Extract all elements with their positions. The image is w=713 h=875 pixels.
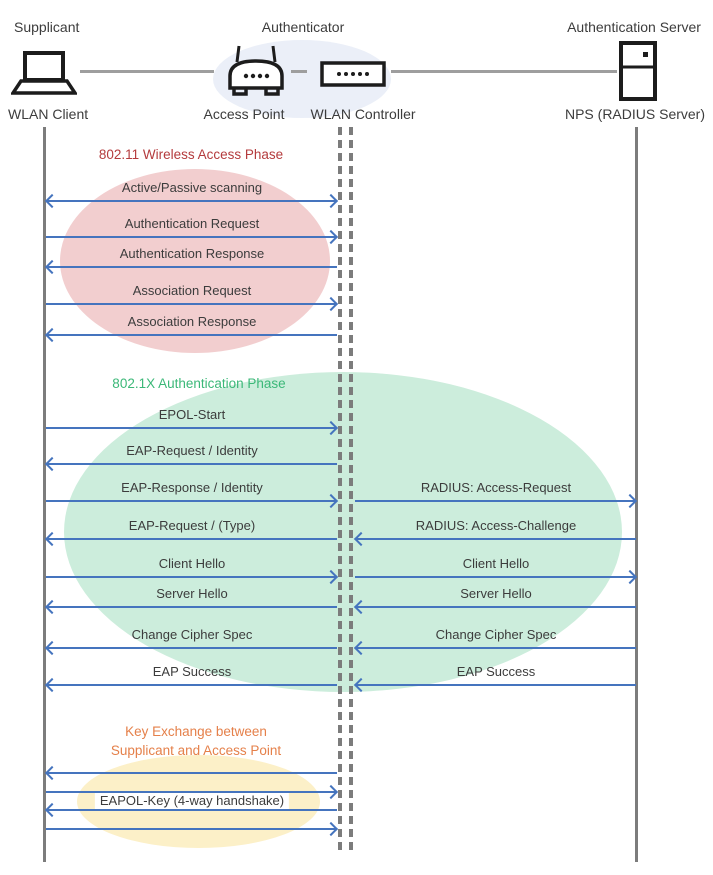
- message-label: EPOL-Start: [158, 407, 226, 422]
- arrowhead-right-icon: [324, 297, 338, 311]
- arrowhead-left-icon: [45, 678, 59, 692]
- message-label: Active/Passive scanning: [121, 180, 263, 195]
- switch-icon: [320, 61, 386, 87]
- arrowhead-left-icon: [45, 641, 59, 655]
- arrowhead-left-icon: [45, 194, 59, 208]
- message-arrow: [46, 809, 337, 811]
- message-label: Client Hello: [462, 556, 530, 571]
- message-arrow: [46, 576, 337, 578]
- server-icon: [619, 41, 657, 101]
- message-label: Server Hello: [156, 586, 228, 601]
- message-label: EAP Success: [456, 664, 536, 679]
- message-label: EAP-Response / Identity: [121, 480, 263, 495]
- arrowhead-left-icon: [45, 766, 59, 780]
- message-arrow: [46, 606, 337, 608]
- message-arrow: [355, 684, 636, 686]
- lifeline-wlan-controller-right: [349, 127, 353, 853]
- device-connector-dash: [291, 70, 307, 73]
- lifeline-wlan-controller-left: [338, 127, 342, 853]
- message-label: RADIUS: Access-Request: [420, 480, 572, 495]
- message-arrow: [46, 500, 337, 502]
- arrowhead-left-icon: [45, 532, 59, 546]
- message-label: Association Response: [127, 314, 257, 329]
- message-label: Change Cipher Spec: [435, 627, 557, 642]
- message-arrow: [46, 236, 337, 238]
- message-arrow: [46, 303, 337, 305]
- message-label: Change Cipher Spec: [131, 627, 253, 642]
- device-connector-line: [391, 70, 617, 73]
- role-label-authenticator: Authenticator: [261, 19, 345, 35]
- arrowhead-left-icon: [45, 457, 59, 471]
- message-label: EAPOL-Key (4-way handshake): [95, 793, 289, 809]
- message-arrow: [355, 606, 636, 608]
- role-label-authentication-server: Authentication Server: [567, 19, 701, 35]
- phase-title-dot1x-auth: 802.1X Authentication Phase: [112, 376, 286, 391]
- lifeline-radius-server: [635, 127, 638, 862]
- device-connector-line: [80, 70, 214, 73]
- wireless-router-icon: [226, 44, 286, 100]
- message-arrow: [355, 538, 636, 540]
- message-arrow: [355, 500, 636, 502]
- message-arrow: [46, 200, 337, 202]
- message-arrow: [46, 828, 337, 830]
- laptop-icon: [11, 50, 77, 100]
- device-label-wlan-client: WLAN Client: [8, 106, 89, 122]
- arrowhead-left-icon: [45, 260, 59, 274]
- device-label-wlan-controller: WLAN Controller: [310, 106, 416, 122]
- message-arrow: [46, 684, 337, 686]
- message-label: RADIUS: Access-Challenge: [415, 518, 577, 533]
- message-label: EAP-Request / Identity: [126, 443, 258, 458]
- arrowhead-left-icon: [45, 803, 59, 817]
- message-arrow: [46, 427, 337, 429]
- phase-title-key-exchange-line1: Key Exchange between: [125, 724, 267, 739]
- message-label: Server Hello: [460, 586, 532, 601]
- phase-title-wireless-access: 802.11 Wireless Access Phase: [98, 147, 284, 162]
- message-arrow: [46, 463, 337, 465]
- arrowhead-right-icon: [324, 785, 338, 799]
- message-arrow: [46, 334, 337, 336]
- message-label: EAP Success: [152, 664, 232, 679]
- message-arrow: [355, 576, 636, 578]
- device-label-access-point: Access Point: [203, 106, 285, 122]
- arrowhead-right-icon: [324, 822, 338, 836]
- device-label-nps-radius-server: NPS (RADIUS Server): [564, 106, 706, 122]
- phase-title-key-exchange: [111, 722, 281, 760]
- message-arrow: [46, 647, 337, 649]
- message-arrow: [46, 772, 337, 774]
- message-label: Authentication Request: [124, 216, 260, 231]
- message-label: Association Request: [132, 283, 252, 298]
- message-arrow: [46, 266, 337, 268]
- message-arrow: [355, 647, 636, 649]
- role-label-supplicant: Supplicant: [14, 19, 80, 35]
- arrowhead-right-icon: [324, 194, 338, 208]
- arrowhead-left-icon: [45, 328, 59, 342]
- message-label: Authentication Response: [119, 246, 265, 261]
- message-label: Client Hello: [158, 556, 226, 571]
- arrowhead-left-icon: [45, 600, 59, 614]
- message-arrow: [46, 538, 337, 540]
- phase-title-key-exchange-line2: Supplicant and Access Point: [110, 743, 282, 758]
- message-label: EAP-Request / (Type): [128, 518, 256, 533]
